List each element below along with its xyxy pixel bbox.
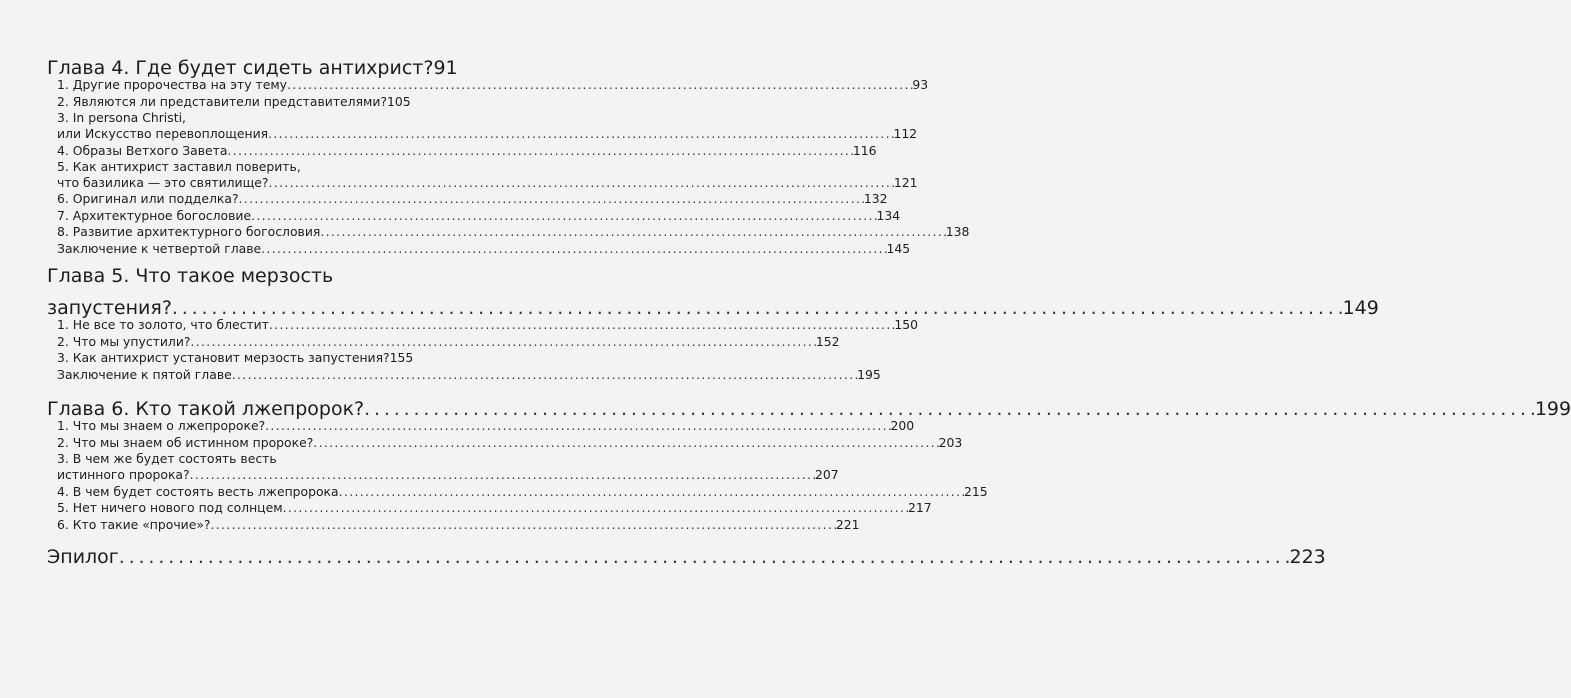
toc-entry <box>47 94 411 110</box>
page-number: 217 <box>907 500 932 515</box>
leader-dots <box>211 517 836 533</box>
toc-entry <box>47 126 918 142</box>
entry-title: Заключение к четвертой главе <box>57 241 262 256</box>
toc-entry <box>47 175 918 191</box>
page-number: 105 <box>387 94 411 109</box>
entry-title: 1. Что мы знаем о лжепророке? <box>57 418 266 433</box>
page-number: 138 <box>945 224 970 239</box>
page-number: 221 <box>835 517 860 532</box>
page-number: 149 <box>1342 297 1379 319</box>
entry-title: 4. В чем будет состоять весть лжепророка <box>57 484 339 499</box>
entry-title: 1. Другие пророчества на эту тему <box>57 77 288 92</box>
page-number: 155 <box>389 350 414 365</box>
page-number: 121 <box>893 175 918 190</box>
page-number: 195 <box>857 367 881 382</box>
entry-title: Заключение к пятой главе <box>57 367 232 382</box>
epilogue-heading <box>47 545 1326 569</box>
toc-entry <box>47 367 881 383</box>
leader-dots <box>190 467 815 483</box>
leader-dots <box>287 77 912 93</box>
toc-entry <box>47 143 877 159</box>
page-number: 199 <box>1534 398 1571 420</box>
leader-dots <box>269 317 894 333</box>
toc-entry <box>47 224 970 240</box>
entry-title: 4. Образы Ветхого Завета <box>57 143 228 158</box>
page-number: 200 <box>890 418 915 433</box>
chapter-title: Глава 4. Где будет сидеть антихрист? <box>47 57 434 79</box>
page-number: 91 <box>433 57 458 79</box>
toc-entry <box>47 484 988 500</box>
page-number: 145 <box>886 241 911 256</box>
leader-dots <box>339 484 964 500</box>
entry-title: 2. Что мы знаем об истинном пророке? <box>57 435 314 450</box>
entry-title: 2. Являются ли представители представителями? <box>57 94 388 109</box>
leader-dots <box>320 224 945 240</box>
page-number: 152 <box>815 334 840 349</box>
epilogue-title: Эпилог <box>47 546 119 568</box>
entry-title: 7. Архитектурное богословие <box>57 208 252 223</box>
entry-title-line1: 5. Как антихрист заставил поверить, <box>57 159 301 174</box>
page-number: 215 <box>964 484 988 499</box>
chapter-title: Глава 6. Кто такой лжепророк? <box>47 398 365 420</box>
entry-title: 2. Что мы упустили? <box>57 334 191 349</box>
page-number: 134 <box>876 208 901 223</box>
toc-entry <box>47 208 901 224</box>
page-number: 223 <box>1289 546 1326 568</box>
page-number: 150 <box>894 317 918 332</box>
toc-entry <box>47 435 963 451</box>
entry-title: 3. Как антихрист установит мерзость запустения? <box>57 350 390 365</box>
leader-dots <box>119 545 1290 569</box>
page-number: 203 <box>938 435 963 450</box>
entry-title: 8. Развитие архитектурного богословия <box>57 224 321 239</box>
page-number: 132 <box>863 191 888 206</box>
toc-entry <box>47 334 840 350</box>
leader-dots <box>232 367 857 383</box>
toc-entry <box>47 317 918 333</box>
entry-title: 5. Нет ничего нового под солнцем <box>57 500 283 515</box>
entry-title: 6. Оригинал или подделка? <box>57 191 239 206</box>
entry-title: или Искусство перевоплощения <box>57 126 269 141</box>
leader-dots <box>265 418 890 434</box>
page-number: 112 <box>893 126 918 141</box>
entry-title: 1. Не все то золото, что блестит <box>57 317 269 332</box>
entry-title-line1: 3. In persona Christi, <box>57 110 186 125</box>
entry-title-line1: 3. В чем же будет состоять весть <box>57 451 277 466</box>
toc-entry <box>47 350 414 366</box>
toc-entry <box>47 500 932 516</box>
entry-title: что базилика — это святилище? <box>57 175 269 190</box>
toc-entry <box>47 418 915 434</box>
chapter-title: Глава 5. Что такое мерзость <box>47 265 334 287</box>
toc-entry <box>47 517 860 533</box>
entry-title: истинного пророка? <box>57 467 190 482</box>
page-number: 207 <box>814 467 839 482</box>
page-number: 93 <box>912 77 929 92</box>
leader-dots <box>261 241 886 257</box>
leader-dots <box>227 143 852 159</box>
leader-dots <box>251 208 876 224</box>
entry-title: 6. Кто такие «прочие»? <box>57 517 211 532</box>
leader-dots <box>190 334 815 350</box>
toc-entry <box>47 77 929 93</box>
leader-dots <box>239 191 864 207</box>
page-number: 116 <box>852 143 877 158</box>
leader-dots <box>268 126 893 142</box>
leader-dots <box>313 435 938 451</box>
leader-dots <box>283 500 908 516</box>
chapter-title: запустения? <box>47 297 172 319</box>
toc-entry <box>47 467 839 483</box>
chapter-5-heading-line1 <box>47 264 408 288</box>
toc-entry <box>47 191 888 207</box>
toc-entry <box>47 241 911 257</box>
leader-dots <box>268 175 893 191</box>
